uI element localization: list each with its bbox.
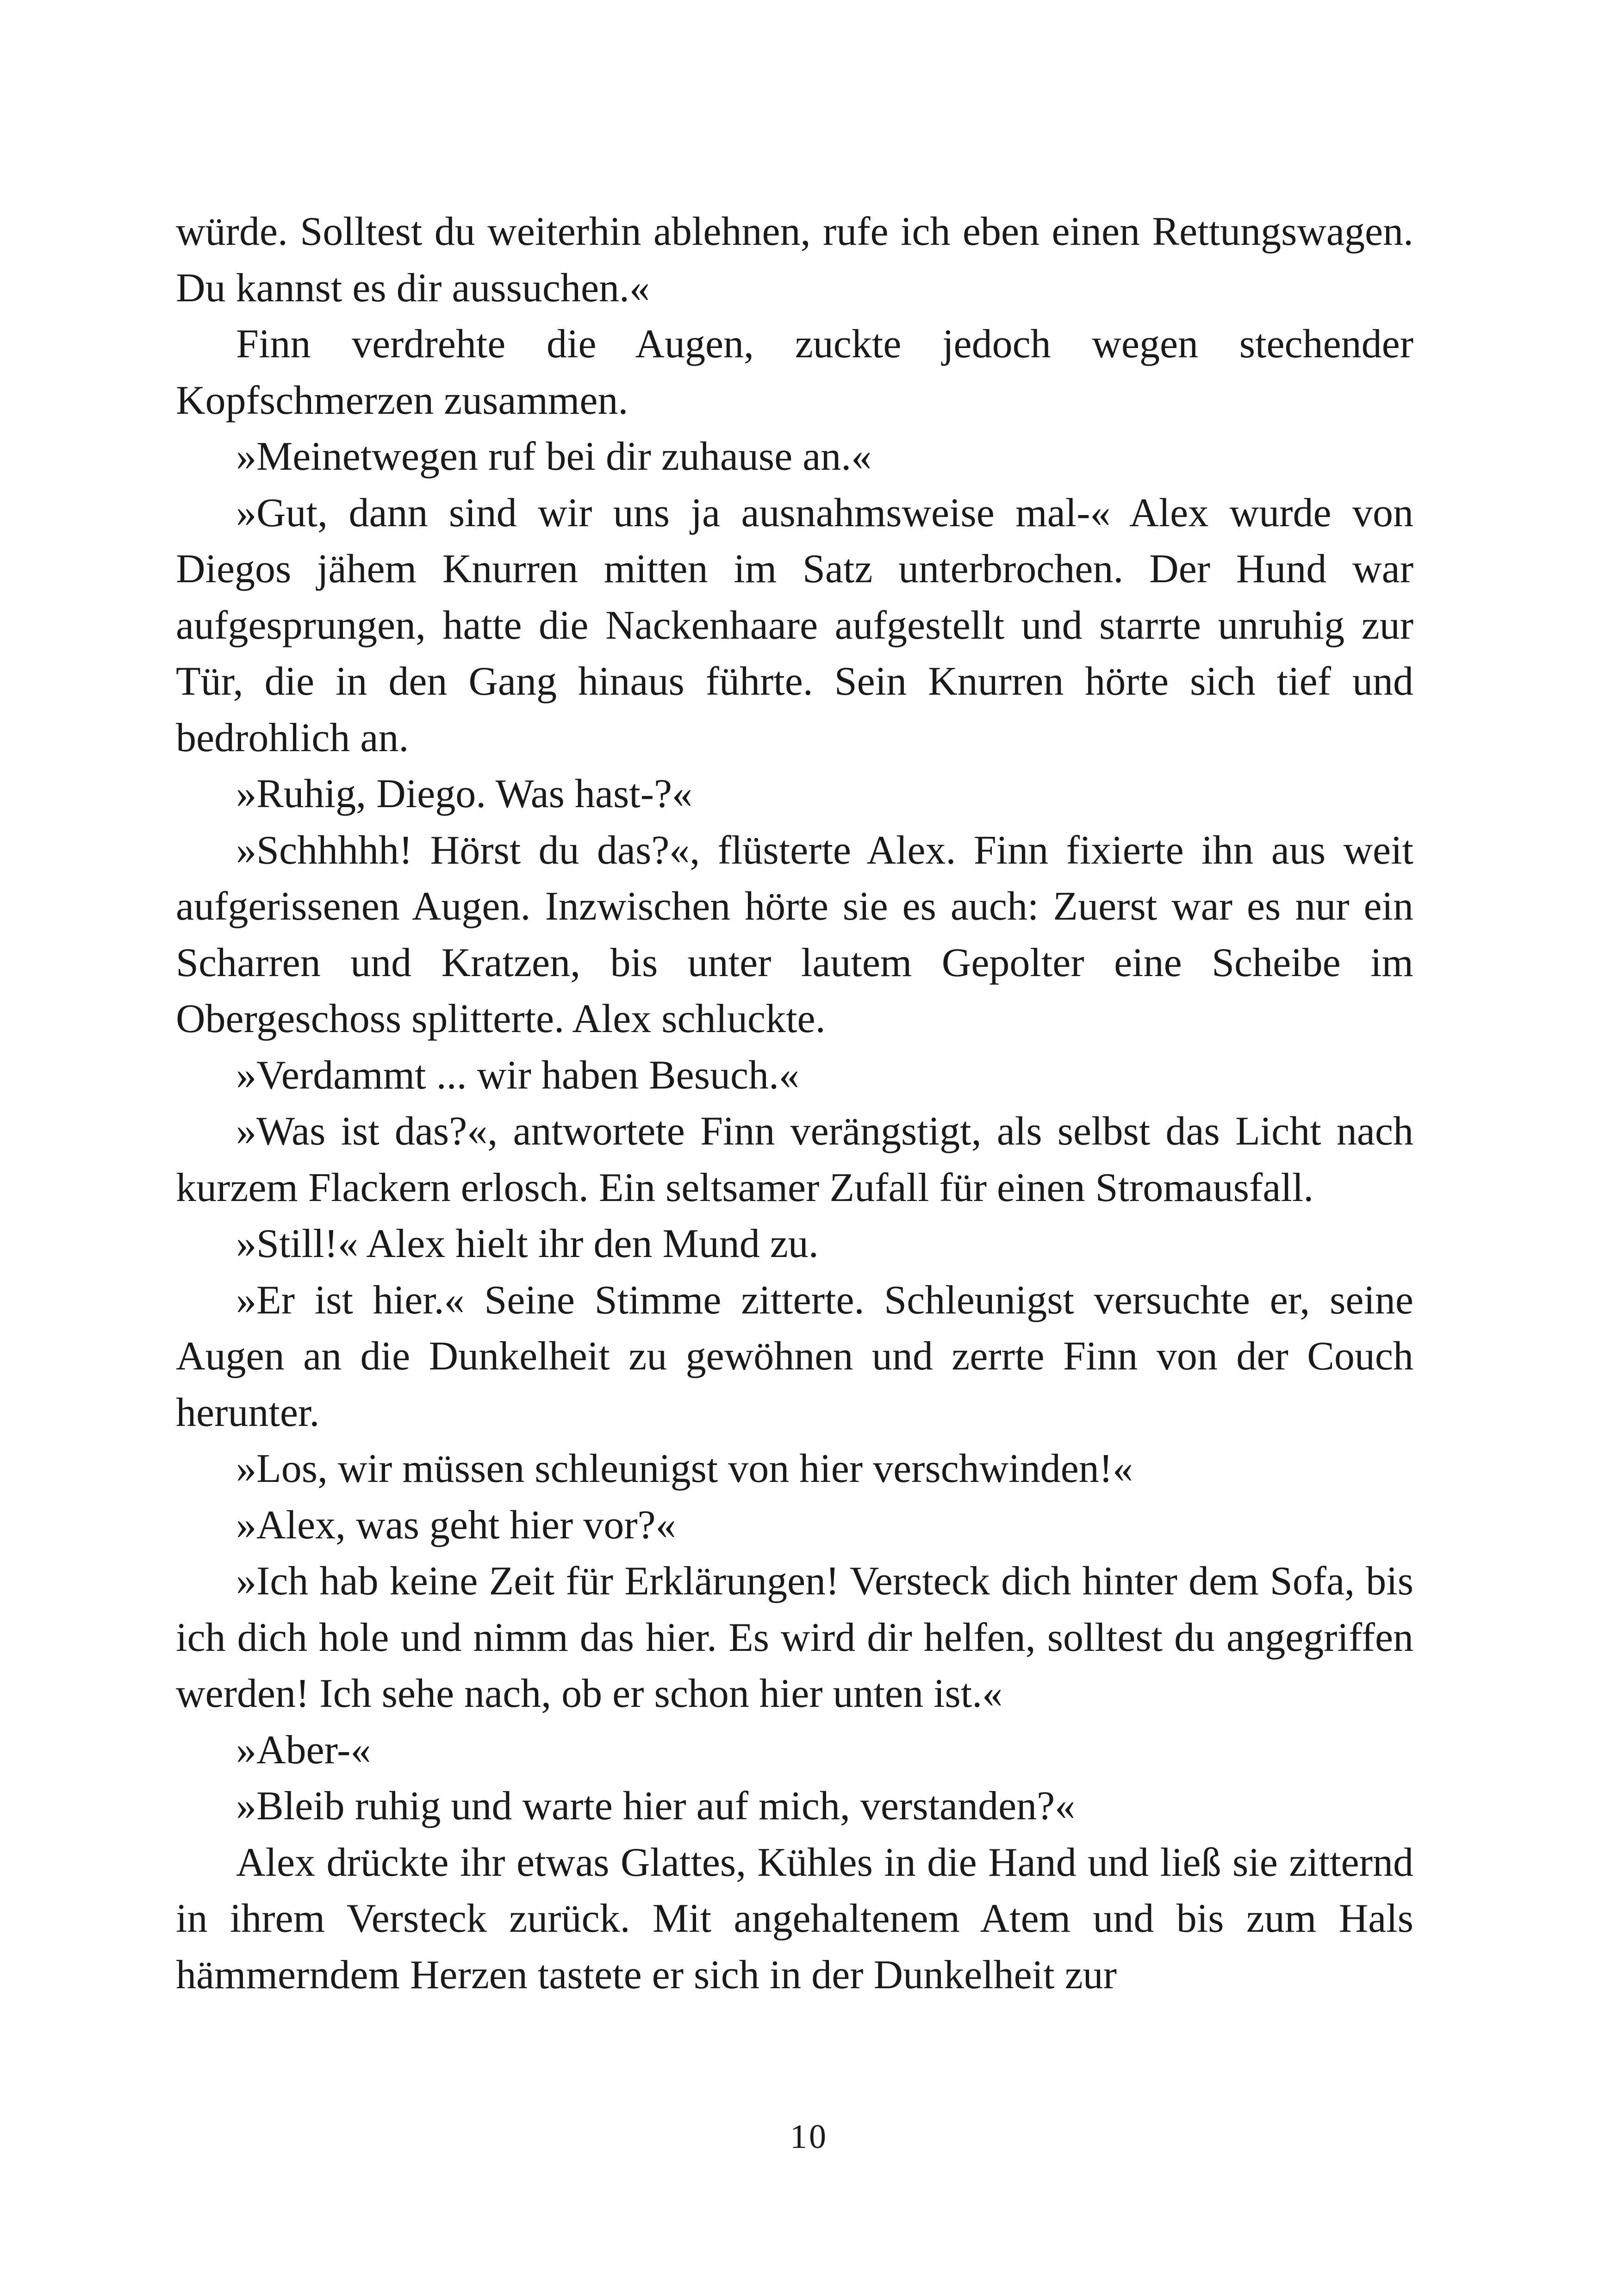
page-number: 10 [790,2118,828,2156]
paragraph: »Los, wir müssen schleunigst von hier verschwinden!« [236,1446,1133,1491]
paragraph: würde. Solltest du weiterhin ablehnen, rufe ich eben einen Rettungswagen. Du kannst es dir aussuchen.« [176,209,1413,311]
paragraph: »Aber-« [236,1727,371,1773]
paragraph: »Er ist hier.« Seine Stimme zitterte. Schleunigst versuchte er, seine Augen an die Dunkelheit zu gewöhnen und zerrte Finn von der Couch herunter. [176,1277,1413,1435]
paragraph: »Was ist das?«, antwortete Finn verängstigt, als selbst das Licht nach kurzem Flackern erlosch. Ein seltsamer Zufall für einen Stromausfall. [176,1109,1413,1210]
paragraph: »Schhhhh! Hörst du das?«, flüsterte Alex. Finn fixierte ihn aus weit aufgerissenen Augen. Inzwischen hörte sie es auch: Zuerst war es nur ein Scharren und Kratzen, bis unter lautem Gepolter eine Scheibe im Obergeschoss splitterte. Alex schluckte. [176,828,1413,1041]
paragraph: »Ruhig, Diego. Was hast-?« [236,772,693,816]
paragraph: Alex drückte ihr etwas Glattes, Kühles in die Hand und ließ sie zitternd in ihrem Versteck zurück. Mit angehaltenem Atem und bis zum Hals hämmerndem Herzen tastete er sich in der Dunkelheit zur [176,1840,1413,1997]
body-text [176,204,1413,2003]
paragraph: »Bleib ruhig und warte hier auf mich, verstanden?« [236,1784,1076,1829]
paragraph: Finn verdrehte die Augen, zuckte jedoch wegen stechender Kopfschmerzen zusammen. [176,322,1413,423]
paragraph: »Gut, dann sind wir uns ja ausnahmsweise mal-« Alex wurde von Diegos jähem Knurren mitten im Satz unterbrochen. Der Hund war aufgesprungen, hatte die Nackenhaare aufgestellt und starrte unruhig zur Tür, die in den Gang hinaus führte. Sein Knurren hörte sich tief und bedrohlich an. [176,490,1413,760]
paragraph: »Verdammt ... wir haben Besuch.« [236,1052,800,1098]
paragraph: »Still!« Alex hielt ihr den Mund zu. [236,1221,819,1266]
paragraph: »Meinetwegen ruf bei dir zuhause an.« [236,434,872,479]
paragraph: »Alex, was geht hier vor?« [236,1502,676,1548]
paragraph: »Ich hab keine Zeit für Erklärungen! Versteck dich hinter dem Sofa, bis ich dich hole und nimm das hier. Es wird dir helfen, solltest du angegriffen werden! Ich sehe nach, ob er schon hier unten ist.« [176,1559,1413,1716]
